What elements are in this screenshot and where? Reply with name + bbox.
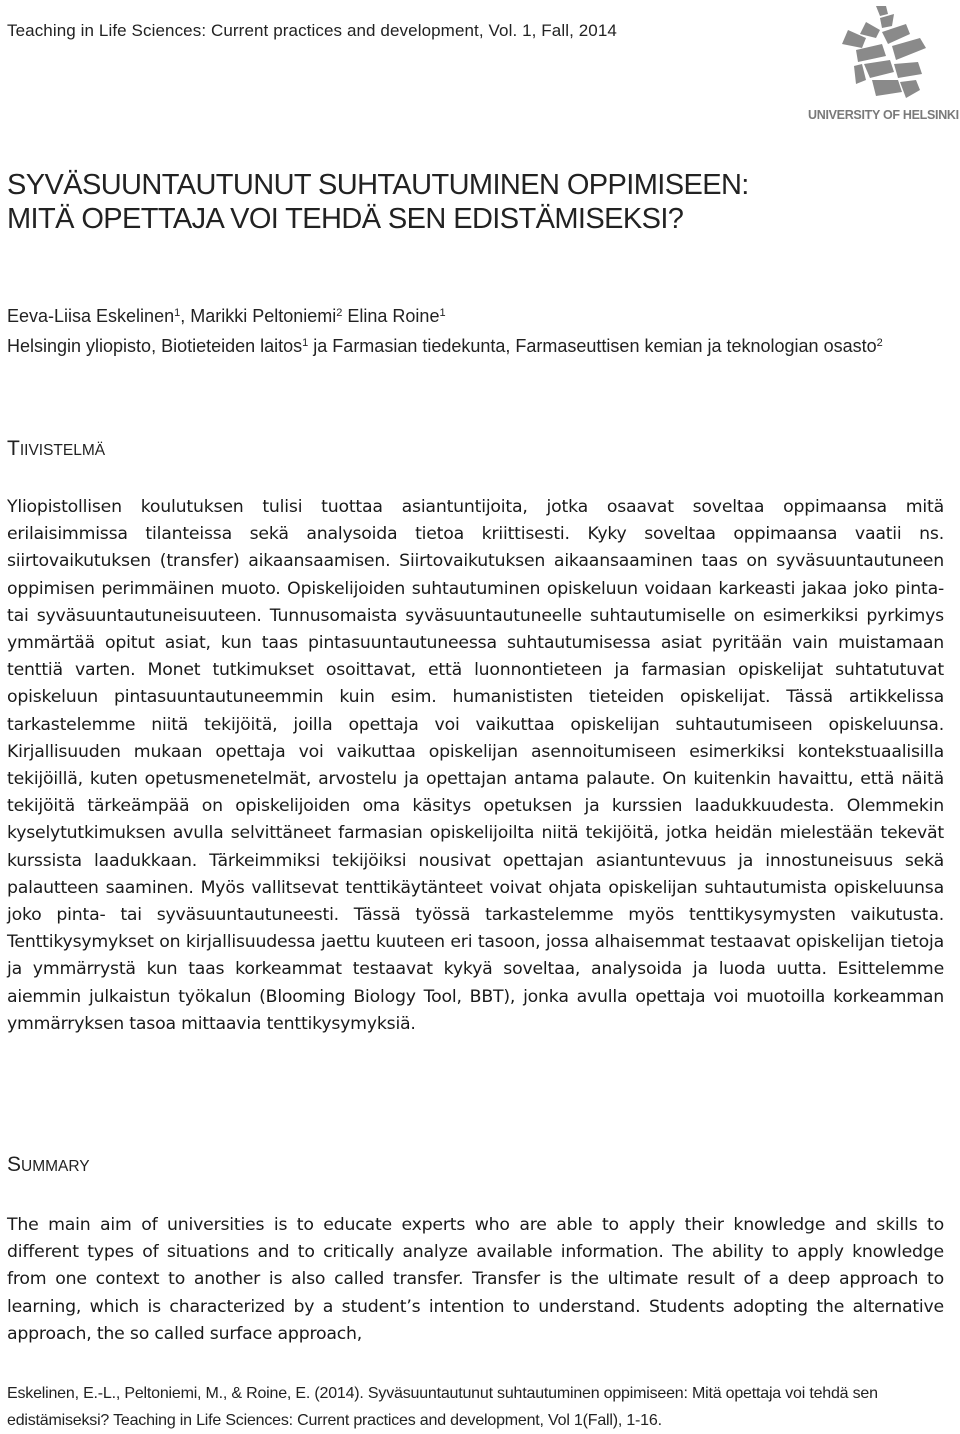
author-2-affil: 2 [336, 307, 343, 319]
paper-title [7, 168, 947, 236]
abstract-heading-rest: IIVISTELMÄ [19, 442, 106, 459]
abstract-text: Yliopistollisen koulutuksen tulisi tuottaa asiantuntijoita, jotka osaavat soveltaa oppimaansa mitä erilaisimmissa tilanteissa sekä analysoida tietoa kriittisesti. Kyky soveltaa oppimaansa vaatii ns. siirtovaikutuksen (transfer) aikaansaamisen. Siirtovaikutuksen aikaansaaminen taas on syväsuuntautuneen oppimisen perimmäinen muoto. Opiskelijoiden suhtautuminen opiskeluun voidaan karkeasti jakaa joko pinta- tai syväsuuntautuneisuuteen. Tunnusomaista syväsuuntautuneelle suhtautumiselle on esimerkiksi pyrkimys ymmärtää opitut asiat, kun taas pintasuuntautuneessa suhtautumisessa asiat pyritään vain muistamaan tenttiä varten. Monet tutkimukset osoittavat, että luonnontieteen ja farmasian opiskelijat suhtatutuvat opiskeluun pintasuuntautuneemmin kuin esim. humanististen tieteiden opiskelijat. Tässä artikkelissa tarkastelemme niitä tekijöitä, joilla opettaja voi vaikuttaa opiskelijan suhtautumiseen opiskeluunsa. Kirjallisuuden mukaan opettaja voi vaikuttaa opiskelijan asennoitumiseen esimerkiksi kontekstuaalisilla tekijöillä, kuten opetusmenetelmät, arvostelu ja opettajan antama palaute. On kuitenkin havaittu, että näitä tekijöitä tärkeämpää on opiskelijoiden oma käsitys opetuksen ja kurssien laadukkuudesta. Olemmekin kyselytutkimuksen avulla selvittäneet farmasian opiskelijoilta niitä tekijöitä, jotka heidän mielestään tekevät kurssista laadukkaan. Tärkeimmiksi tekijöiksi nousivat opettajan asiantuntevuus ja innostuneisuus sekä palautteen saaminen. Myös vallitsevat tenttikäytänteet voivat ohjata opiskelijan suhtautumista opiskeluunsa joko pinta- tai syväsuuntautuneesti. Tässä työssä tarkastelemme myös tenttikysymysten vaikutusta. Tenttikysymykset on kirjallisuudessa jaettu kuuteen eri tasoon, jossa alhaisemmat testaavat opiskelijan tietoja ja ymmärrystä kun taas korkeammat testaavat kykyä soveltaa, analysoida ja luoda uutta. Esittelemme aiemmin julkaistun työkalun (Blooming Biology Tool, BBT), jonka avulla opettaja voi muotoilla korkeamman ymmärryksen tasoa mittaavia tenttikysymyksiä. [7, 497, 944, 1034]
affiliation-1: Helsingin yliopisto, Biotieteiden laitos [7, 336, 303, 356]
helsinki-flame-seal-icon [836, 4, 932, 102]
summary-heading-rest: UMMARY [21, 1158, 90, 1175]
summary-text: The main aim of universities is to educate experts who are able to apply their knowledge and skills to different types of situations and to critically analyze available information. The ability to apply knowledge from one context to another is also called transfer. Transfer is the ultimate result of a deep approach to learning, which is characterized by a student’s intention to understand. Students adopting the alternative approach, the so called surface approach, [7, 1215, 944, 1344]
summary-heading [7, 1153, 90, 1177]
affiliation-1-mark: 1 [302, 337, 309, 349]
journal-header: Teaching in Life Sciences: Current practices and development, Vol. 1, Fall, 2014 [7, 21, 617, 40]
university-name: UNIVERSITY OF HELSINKI [808, 108, 959, 122]
author-1-affil: 1 [174, 307, 181, 319]
author-2: , Marikki Peltoniemi [180, 306, 337, 326]
author-1: Eeva-Liisa Eskelinen [7, 306, 175, 326]
title-line-1: SYVÄSUUNTAUTUNUT SUHTAUTUMINEN OPPIMISEEN: [7, 169, 749, 201]
authors-block [7, 300, 952, 360]
title-line-2: MITÄ OPETTAJA VOI TEHDÄ SEN EDISTÄMISEKSI? [7, 203, 684, 235]
affiliation-2-mark: 2 [876, 337, 883, 349]
citation-footer: Eskelinen, E.-L., Peltoniemi, M., & Roine, E. (2014). Syväsuuntautunut suhtautuminen oppimiseen: Mitä opettaja voi tehdä sen edistämiseksi? Teaching in Life Sciences: Current practices and development, Vol 1(Fall), 1-16. [7, 1385, 878, 1429]
author-names [7, 300, 952, 330]
affiliation-2: ja Farmasian tiedekunta, Farmaseuttisen kemian ja teknologian osasto [308, 336, 877, 356]
author-3: Elina Roine [342, 306, 440, 326]
summary-heading-initial: S [7, 1153, 22, 1176]
abstract-heading-initial: T [7, 437, 20, 460]
university-logo [808, 4, 958, 124]
affiliations [7, 330, 952, 360]
abstract-heading [7, 437, 105, 461]
author-3-affil: 1 [439, 307, 446, 319]
